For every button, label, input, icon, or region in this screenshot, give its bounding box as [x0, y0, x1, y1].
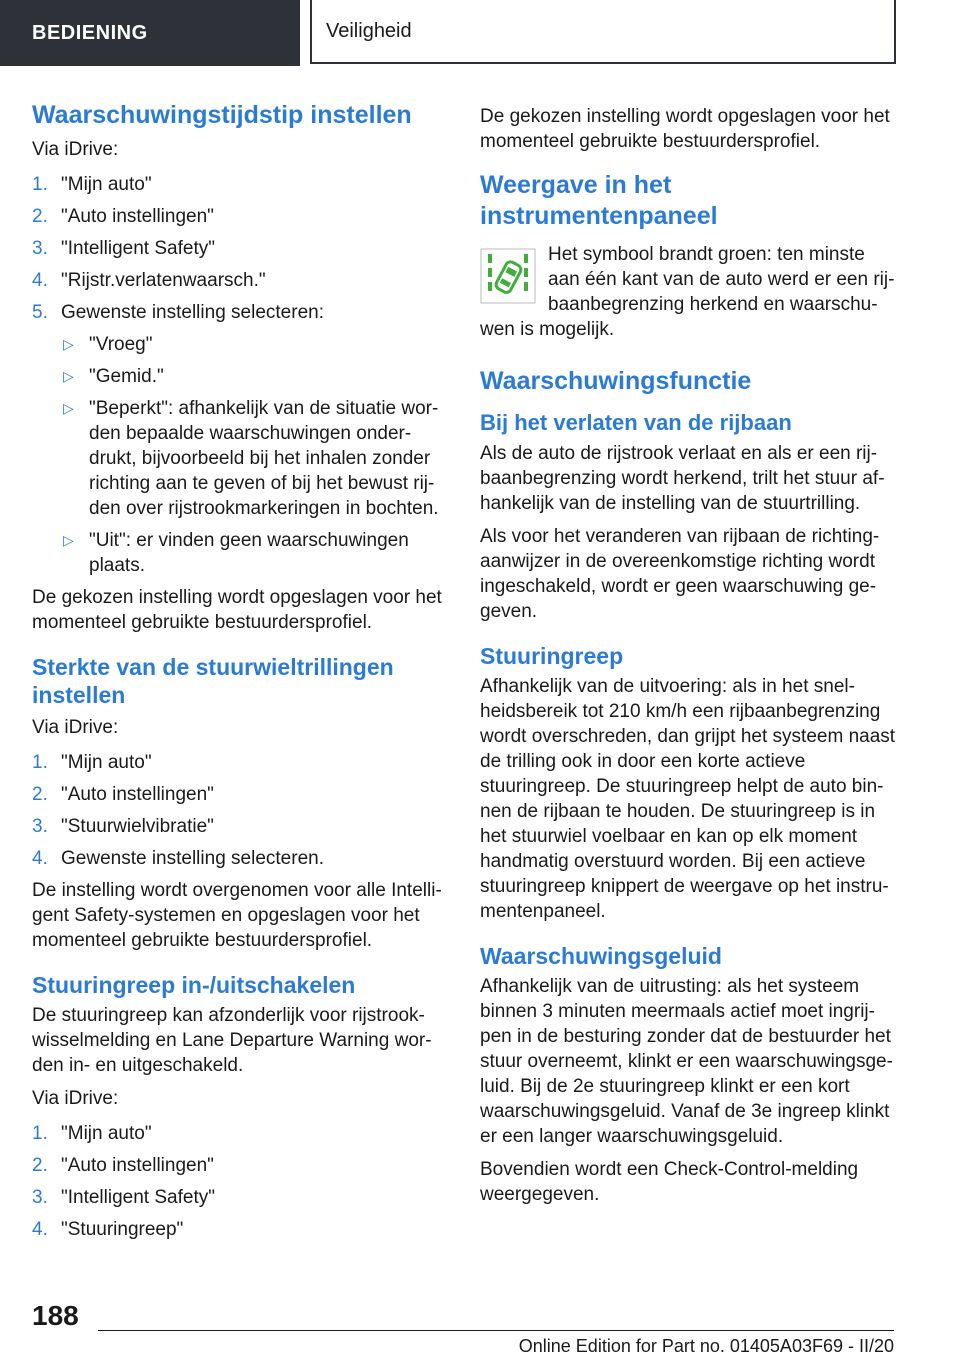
list-item: ▷ "Gemid.": [63, 366, 164, 387]
list-item: ▷ "Uit": er vinden geen waarschuwingen plaats.: [63, 530, 409, 576]
list-item: 2. "Auto instellingen": [32, 1155, 214, 1176]
via-idrive: Via iDrive:: [32, 1088, 119, 1109]
list-item: 1. "Mijn auto": [32, 752, 152, 773]
triangle-bullet-icon: ▷: [63, 400, 74, 416]
right-column: [480, 104, 896, 1215]
icon-paragraph: [480, 242, 896, 342]
heading-steering-toggle: Stuuringreep in-/uitschakelen: [32, 972, 356, 998]
footer-edition: Online Edition for Part no. 01405A03F69 - II/20: [518, 1336, 894, 1356]
paragraph: De stuuringreep kan afzonderlijk voor rijstrookwisselmelding en Lane Departure Warning worden in- en uitgeschakeld.: [32, 1005, 432, 1076]
left-column: [32, 100, 448, 1249]
list-item: 5. Gewenste instelling selecteren:: [32, 302, 324, 323]
lane-departure-warning-icon: [480, 248, 536, 304]
steps-warning-time: [32, 172, 448, 325]
paragraph: Als voor het veranderen van rijbaan de richtingaanwijzer in de overeenkomstige richting wordt ingeschakeld, wordt er geen waarschuwing gegeven.: [480, 526, 880, 622]
list-item: 2. "Auto instellingen": [32, 206, 214, 227]
list-item: 4. Gewenste instelling selecteren.: [32, 848, 324, 869]
list-item: 3. "Intelligent Safety": [32, 238, 215, 259]
via-idrive: Via iDrive:: [32, 139, 119, 160]
list-item: 4. "Rijstr.verlatenwaarsch.": [32, 270, 266, 291]
heading-sound: Waarschuwingsgeluid: [480, 943, 722, 969]
list-item: 1. "Mijn auto": [32, 1123, 152, 1144]
list-item: 1. "Mijn auto": [32, 174, 152, 195]
heading-steering: Stuuringreep: [480, 643, 624, 669]
paragraph: De instelling wordt overgenomen voor alle Intelligent Safety-systemen en opgeslagen voor het momenteel gebruikte bestuurdersprofiel.: [32, 880, 442, 951]
steps-vibration: [32, 750, 448, 871]
heading-warning-time: Waarschuwingstijdstip instellen: [32, 101, 412, 129]
triangle-bullet-icon: ▷: [63, 532, 74, 548]
list-item: 4. "Stuuringreep": [32, 1219, 184, 1240]
heading-leaving-lane: Bij het verlaten van de rijbaan: [480, 410, 792, 435]
footer-divider: [98, 1330, 894, 1331]
heading-display: Weergave in het instrumentenpaneel: [480, 171, 718, 230]
steps-steering-toggle: [32, 1121, 448, 1242]
via-idrive: Via iDrive:: [32, 717, 119, 738]
paragraph: Afhankelijk van de uitrusting: als het systeem binnen 3 minuten meermaals actief moet ingrijpen in de besturing zonder dat de bestuurder het stuur overneemt, klinkt er een waarschuwingsgeluid. Bij de 2e stuuringreep klinkt er een kort waarschuwingsgeluid. Vanaf de 3e ingreep klinkt er een langer waarschuwingsgeluid.: [480, 976, 893, 1147]
list-item: ▷ "Vroeg": [63, 334, 153, 355]
paragraph: Afhankelijk van de uitvoering: als in het snelheidsbereik tot 210 km/h een rijbaanbegrenzing wordt overschreden, dan grijpt het systeem naast de trilling ook in door een korte actieve stuuringreep. De stuuringreep helpt de auto binnen de rijbaan te houden. De stuuringreep is in het stuurwiel voelbaar en kan op elk moment handmatig overstuurd worden. Bij een actieve stuuringreep knippert de weergave op het instrumentenpaneel.: [480, 676, 896, 922]
options-list: [61, 332, 448, 578]
paragraph: De gekozen instelling wordt opgeslagen voor het momenteel gebruikte bestuurdersprofiel.: [480, 106, 890, 152]
chapter-label: Veiligheid: [310, 0, 896, 64]
page-number: 188: [32, 1300, 79, 1331]
list-item: ▷ "Beperkt": afhankelijk van de situatie worden bepaalde waarschuwingen onderdrukt, bijvoorbeeld bij het inhalen zonder richting aan te geven of bij het bewust rijden over rijstrookmarkeringen in bochten.: [63, 398, 439, 519]
page-header: [0, 0, 960, 66]
list-item: 2. "Auto instellingen": [32, 784, 214, 805]
icon-description: Het symbool brandt groen: ten minste aan één kant van de auto werd er een rijbaanbegrenzing herkend en waarschuwen is mogelijk.: [480, 244, 895, 340]
heading-vibration: Sterkte van de stuurwieltrillingen instellen: [32, 654, 394, 708]
paragraph: Bovendien wordt een Check-Control-melding weergegeven.: [480, 1159, 859, 1205]
list-item: 3. "Stuurwielvibratie": [32, 816, 214, 837]
triangle-bullet-icon: ▷: [63, 336, 74, 352]
heading-function: Waarschuwingsfunctie: [480, 367, 752, 395]
paragraph: De gekozen instelling wordt opgeslagen voor het momenteel gebruikte bestuurdersprofiel.: [32, 587, 442, 633]
triangle-bullet-icon: ▷: [63, 368, 74, 384]
list-item: 3. "Intelligent Safety": [32, 1187, 215, 1208]
section-label: BEDIENING: [0, 0, 300, 66]
paragraph: Als de auto de rijstrook verlaat en als er een rijbaanbegrenzing wordt herkend, trilt het stuur afhankelijk van de instelling van de stuurtrilling.: [480, 443, 885, 514]
